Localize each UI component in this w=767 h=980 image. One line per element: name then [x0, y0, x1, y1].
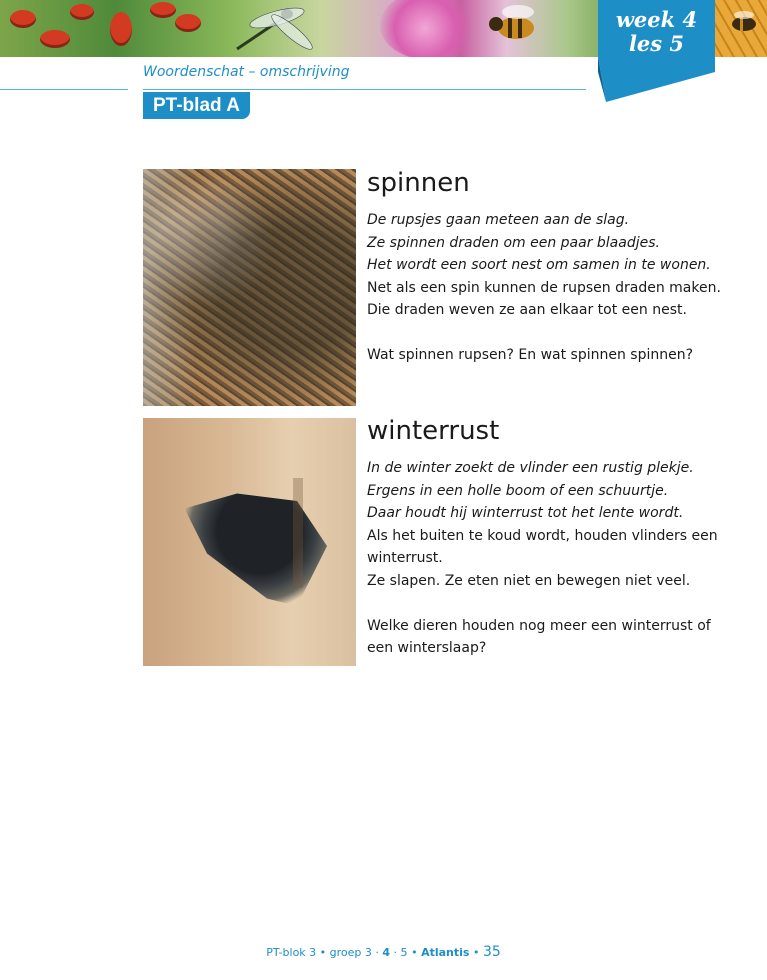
caterpillar-nest-photo	[143, 169, 356, 406]
footer-method: Atlantis	[421, 946, 470, 959]
week-label: week 4	[615, 7, 698, 32]
footer-separator: •	[319, 946, 327, 959]
section-title-winterrust: winterrust	[367, 416, 500, 446]
firebug-icon	[110, 12, 132, 46]
page-subtitle: Woordenschat – omschrijving	[143, 64, 350, 80]
text-line: Ergens in een holle boom of een schuurtje.	[367, 482, 669, 499]
flower-icon	[380, 0, 480, 57]
section-title-spinnen: spinnen	[367, 168, 470, 198]
text-line: Net als een spin kunnen de rupsen draden maken.	[367, 279, 721, 296]
butterfly-photo	[143, 418, 356, 666]
text-line: De rupsjes gaan meteen aan de slag.	[367, 212, 630, 228]
firebug-icon	[150, 2, 176, 18]
section-text-spinnen	[367, 209, 757, 367]
firebug-icon	[40, 30, 70, 48]
footer-separator: •	[411, 946, 418, 959]
text-line: In de winter zoekt de vlinder een rustig plekje.	[367, 460, 694, 476]
text-line: Ze slapen. Ze eten niet en bewegen niet veel.	[367, 572, 691, 589]
page-number: 35	[482, 944, 501, 960]
sheet-label-badge: PT-blad A	[143, 92, 250, 119]
text-line: Als het buiten te koud wordt, houden vlinders een	[367, 527, 718, 544]
lesson-label: les 5	[628, 31, 685, 56]
text-line: Het wordt een soort nest om samen in te wonen.	[367, 257, 711, 273]
question-line: Welke dieren houden nog meer een winterrust of	[367, 617, 711, 634]
divider	[143, 89, 586, 90]
text-line: winterrust.	[367, 550, 443, 566]
firebug-icon	[175, 14, 201, 32]
bee-icon	[722, 10, 762, 36]
week-lesson-badge	[598, 0, 715, 102]
question-line: Wat spinnen rupsen? En wat spinnen spinnen?	[367, 347, 694, 363]
section-text-winterrust	[367, 457, 757, 660]
firebug-icon	[70, 4, 94, 20]
footer-separator: •	[472, 946, 480, 959]
text-line: Die draden weven ze aan elkaar tot een nest.	[367, 302, 687, 318]
text-line: Ze spinnen draden om een paar blaadjes.	[367, 234, 660, 251]
question-line: een winterslaap?	[367, 640, 487, 656]
divider	[0, 89, 128, 90]
text-line: Daar houdt hij winterrust tot het lente wordt.	[367, 505, 684, 521]
dragonfly-icon	[232, 4, 322, 54]
bee-icon	[478, 2, 548, 50]
footer-group: groep 3 · 4 · 5	[329, 946, 408, 959]
footer-block: PT-blok 3	[266, 946, 317, 959]
page-footer	[0, 944, 767, 960]
firebug-icon	[10, 10, 36, 28]
